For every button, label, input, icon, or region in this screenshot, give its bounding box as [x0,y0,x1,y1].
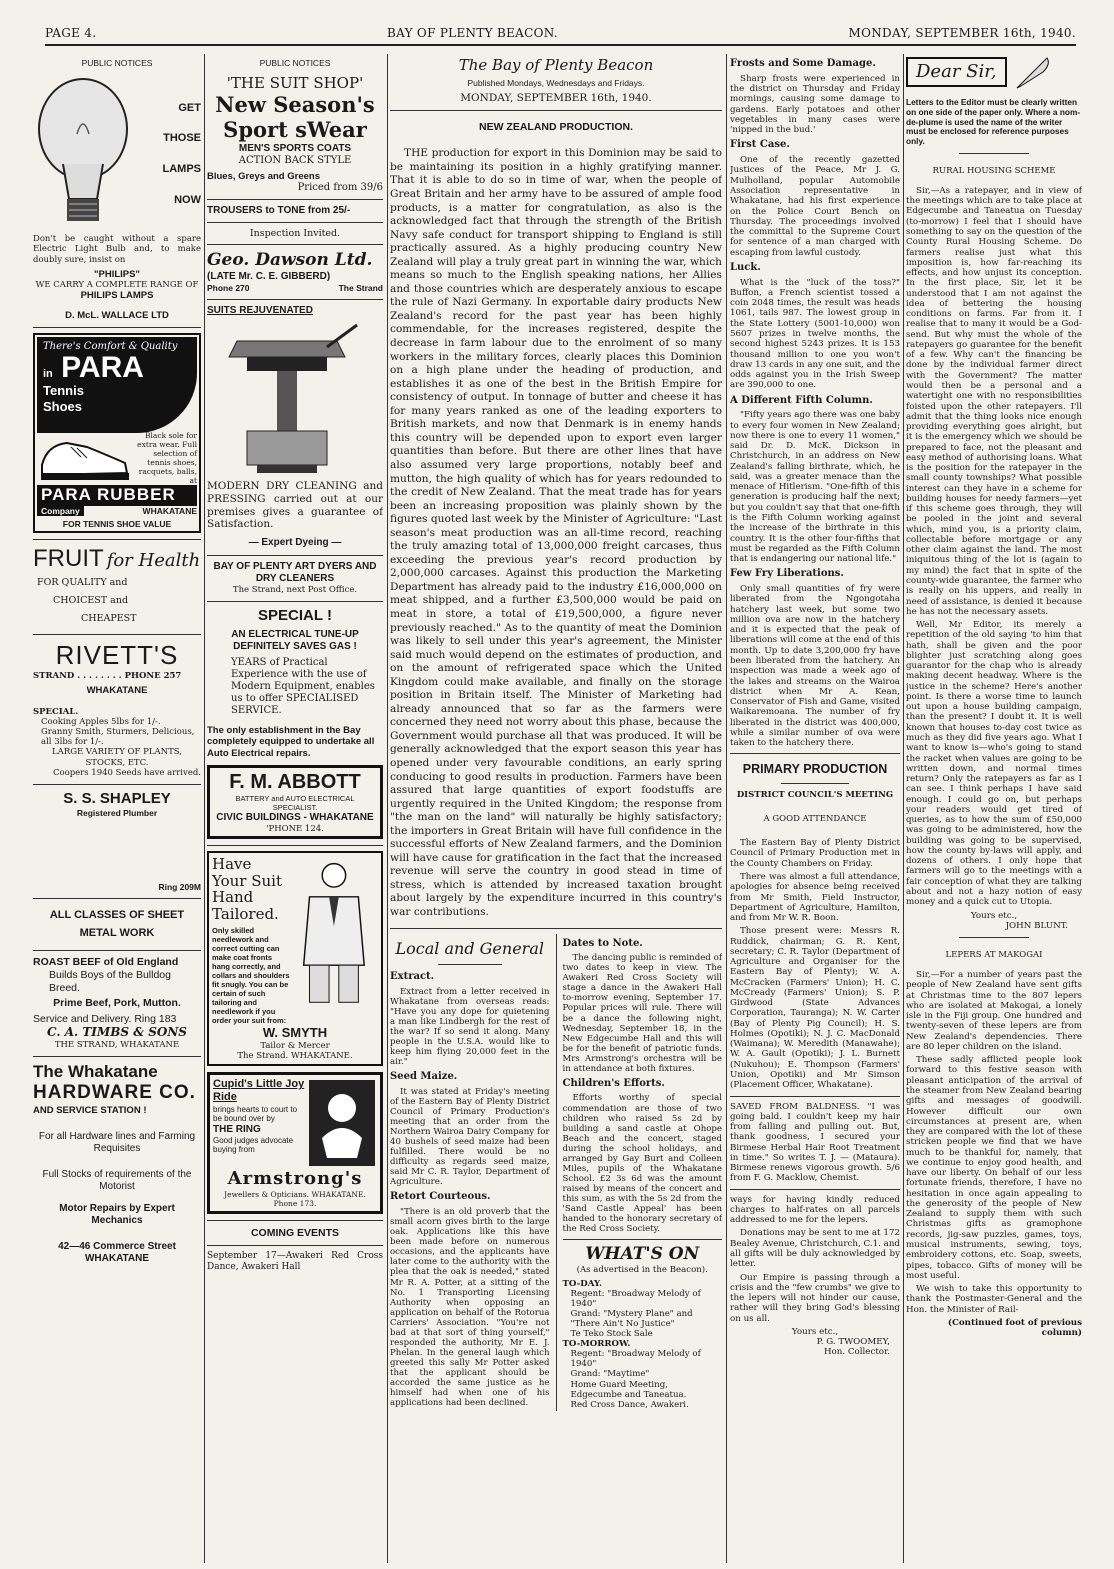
armstrong-sub: Jewellers & Opticians. WHAKATANE. Phone 173. [224,1189,366,1208]
special-line: LARGE VARIETY OF PLANTS, STOCKS, ETC. [52,747,182,768]
baldness-ad: SAVED FROM BALDNESS. "I was going bald. I couldn't keep my hair from falling and pulling out. But, thank goodness, I secured your Birmese Herbal Hair Root Treatment in time." So writes T. J. — (Mataura). Birmese renews vigorous growth. 5/6 from F. G. Macklow, Chemist. [730,1101,900,1184]
rivetts-strand: STRAND . . . . . . . . PHONE 257 [33,671,182,681]
shapley-name: S. S. SHAPLEY [63,789,171,807]
rivetts-ad [33,640,201,778]
tomorrow-heading: TO-MORROW. [562,1339,631,1350]
mens-coats: MEN'S SPORTS COATS [238,142,352,154]
column-rule [204,54,205,1563]
special-line: Granny Smith, Sturmers, Delicious, all 3lbs for 1/-. [41,726,195,748]
para-shoes-ad [33,333,201,533]
published-days: Published Mondays, Wednesdays and Fridays. [467,78,645,88]
divider [207,845,383,846]
rural-housing-heading: RURAL HOUSING SCHEME [932,165,1056,176]
item-text: One of the recently gazetted Justices of the Peace, Mr J. G. Mulholland, popular Automobile Association representative in Whakatane, had his first experience on the Police Court Bench on Thursday. The proceedings involved the committal to the Supreme Court for sentence of a man charged with escaping from lawful custody. [730,155,900,258]
hardware-title: The Whakatane [33,1062,158,1081]
divider [207,1245,383,1246]
yours-etc: Yours etc., [970,910,1018,921]
column-rule [726,54,727,1563]
hardware-company: HARDWARE CO. [33,1082,196,1104]
public-notices-heading: PUBLIC NOTICES [259,58,331,68]
page-date: MONDAY, SEPTEMBER 16th, 1940. [848,26,1076,40]
shapley-ad [33,790,201,892]
special-heading: SPECIAL. [33,706,79,717]
good-attendance: A GOOD ATTENDANCE [763,814,867,825]
divider [33,898,201,899]
divider [207,601,383,602]
lamp-word: THOSE [163,132,201,145]
only-establishment: The only establishment in the Bay completely equipped to undertake all Auto Electrical repairs. [207,724,375,759]
divider [33,784,201,785]
press-machine-icon [207,317,379,477]
divider [207,299,383,300]
editorial-body: THE production for export in this Dominion may be said to be maintaining its position in a highly gratifying manner. That it is able to do so in time of war, when the people of Great Britain and her army have to be assured of ample food products, is a matter for congratulation, as also is the acknowledged fact that through the strength of the British Navy safe conduct for transport shipping to England is still practically assured. As a highly producing country New Zealand will play a truly great part in winning the war, which means so much to the English speaking nations, her Allies and those countries which are desperately anxious to escape the rule of Nazi Germany. In exportable dairy products New Zealand's record for the past year has been highly commendable, for the increases registered, despite the decrease in farm labour due to the enrolment of so many workers in the military forces, clearly places this Dominion on a high plane under the heading of production, and establishes it as one of the best in the British Empire for consistency of output. In tonnage of butter and cheese it has for many years ranked as one of the leading exporters to British markets, and now that Denmark is in enemy hands this country will be depended upon to export even larger quantities than before. But there are other lines that have also assumed very large proportions, notably beef and mutton, the high quality of which has for years redounded to the credit of New Zealand. That the meat trade has for years been an increasing proposition was plainly shown by the figures quoted last week by the Minister of Agriculture: "Last season's meat production was an all-time record, reaching the truly amazing total of 13,000,000 freight carcases, thus exceeding the previous year's record production by 2,000,000 carcases. Against this production the Marketing Department has already paid to the industry £16,000,000 on meat shipped, and a further £3,500,000 would be paid on meat in store, a total of £19,500,000, a figure never previously reached." As to the quantity of meat the Dominion was likely to sell under this year's agreement, the Minister said much would depend on the estimates of production, and on the amount of refrigerated space which the United Kingdom could make available, and finally on the storage position in Britain itself. The Minister of Marketing had already announced that so far as the farmers were concerned they need not worry about this phase, because the Government would purchase all that was produced. It will be generally acknowledged that the export season this year has opened under very favourable conditions, an early spring conducing to good results in production. Farmers have been assured that large quantities of export foodstuffs are urgently required in the United Kingdom; the response from "the man on the land" will naturally be highly satisfactory; the importers in Great Britain will have full confidence in the successful efforts of New Zealand farmers, and the Dominion will have cause for gratification in the fact that the increased revenue will serve the country in good stead in time of stress, which is attended by increased taxation brought about largely by the expenditure incurred in this country's war contributions. [390,147,722,918]
new-season: New Season's [215,92,375,118]
hardware-station: AND SERVICE STATION ! [33,1105,147,1117]
item-text: The dancing public is reminded of two dates to keep in view. The Awakeri Red Cross Society will stage a dance in the Awakeri Hall to-morrow evening, September 17. Popular prices will rule. There will be a dance the following night, Wednesday, September 18, in the New Edgecumbe Hall and this will be for the benefit of patriotic funds. Mrs Armstrong's orchestra will be in attendance at both fixtures. [562,953,722,1074]
item-heading: A Different Fifth Column. [730,394,873,406]
today-item: Regent: "Broadway Melody of 1940" [570,1289,701,1310]
the-ring: THE RING [213,1123,261,1135]
colours: Blues, Greys and Greens [207,170,320,182]
tomorrow-item: Regent: "Broadway Melody of 1940" [570,1349,701,1370]
item-text: Extract from a letter received in Whakatane from overseas reads: "Have you any dope for quietening a man like Lindbergh for the rest of the war? If so send it along. Many people in the U.S.A. would like to keep him flying 20,000 feet in the air." [390,986,550,1068]
twoomey-name: P. G. TWOOMEY, [816,1337,890,1348]
tune-up: AN ELECTRICAL TUNE-UP DEFINITELY SAVES GAS ! [231,628,359,652]
divider [207,555,383,556]
cupid-text: brings hearts to court to be bound over by [213,1104,298,1124]
abbott-name: F. M. ABBOTT [229,771,361,794]
para-sole-text: Black sole for extra wear. Full selection of tennis shoes, racquets, balls, at [137,431,197,486]
fruit-ad [33,545,201,628]
item-heading: Seed Maize. [390,1071,458,1083]
editorial-headline: NEW ZEALAND PRODUCTION. [479,120,633,133]
suit-shop-name: 'THE SUIT SHOP' [226,74,364,93]
rivetts-name: RIVETT'S [55,639,179,670]
letter-text: These sadly afflicted people look forward to this festive season with pleasant anticipation of the arrival of the steamer from New Zealand bearing gifts and messages of goodwill. However difficult our own circumstances at present are, when they are compared with the lot of these stricken people we find that we have much to be thankful for, namely, that we continue to enjoy good health, and have our liberty. On behalf of our less fortunate friends, therefore, I have no hesitation in once again appealing to the generosity of the people of New Zealand to supply them with such Christmas gifts as gramophone records, jig-saw puzzles, games, toys, musical instruments, sewing, toys, embroidery cottons, etc. Soap, sweets, pipes, tobacco. Gifts of money will be most useful. [906,1055,1082,1281]
district-meeting: DISTRICT COUNCIL'S MEETING [736,790,894,801]
dear-sir-box: Dear Sir, [906,57,1007,86]
commerce-address: 42—46 Commerce Street [58,1240,176,1252]
whats-on-sub: (As advertised in the Beacon). [576,1265,708,1276]
coming-events-text: September 17—Awakeri Red Cross Dance, Awakeri Hall [207,1251,383,1273]
dry-cleaning-text: MODERN DRY CLEANING and PRESSING carried out at our premises gives a guarantee of Satisfaction. [207,480,383,531]
inspection: Inspection Invited. [249,227,341,239]
suit-shop-ad [207,74,383,293]
special-heading: SPECIAL ! [258,606,332,624]
fruit-line: CHOICEST and [53,594,129,606]
item-heading: Dates to Note. [562,937,643,949]
priced-from: Priced from 39/6 [297,181,383,193]
divider [438,964,502,965]
dry-cleaners-ad [207,305,383,595]
divider [390,110,722,111]
tomorrow-item: Grand: "Maytime" [570,1369,650,1380]
para-company: Company [37,506,84,516]
tennis-shoe-icon [37,425,132,485]
abbott-phone: 'PHONE 124. [266,824,324,835]
dawson-name: Geo. Dawson Ltd. [207,250,373,271]
timbs-ad [33,956,201,1050]
twoomey-title: Hon. Collector. [823,1347,890,1358]
tomorrow-item: Home Guard Meeting, Edgecumbe and Taneatua. [570,1379,687,1400]
divider [781,783,849,784]
smyth-address: The Strand. WHAKATANE. [237,1051,353,1062]
today-heading: TO-DAY. [562,1279,602,1290]
divider [33,950,201,951]
timbs-address: THE STRAND, WHAKATANE [54,1039,180,1050]
paper-name: BAY OF PLENTY BEACON. [387,26,558,40]
item-text: Sharp frosts were experienced in the district on Thursday and Friday mornings, causing some damage to gardens. Early potatoes and other vegetables in many cases were 'nipped in the bud.' [730,73,900,136]
column-1 [33,54,201,1563]
divider [33,1056,201,1057]
item-heading: Few Fry Liberations. [730,568,844,580]
item-text: "Fifty years ago there was one baby to every four women in New Zealand; now there is one to every 11 women," said Dr. D. McK. Dickson in Christchurch, in an address on New Zealand's falling birthrate, which, he said, was a greater menace than the menace of Hitlerism. "One-fifth of this generation is producing half the next; but you couldn't say that that one-fifth is the Fifth Column working against the increase of the birthrate in this country. It is the other four-fifths that must be regarded as the Fifth Column that is endangering our national life." [730,410,900,565]
dawson-gibberd: (LATE Mr. C. E. GIBBERD) [207,270,331,282]
para-value: FOR TENNIS SHOE VALUE [62,518,172,529]
today-item: Te Teko Stock Sale [570,1329,653,1340]
today-item: Grand: "Mystery Plane" and "There Ain't No Justice" [570,1309,693,1330]
item-text: What is the "luck of the toss?" Buffon, a French scientist tossed a coin 2048 times, the result was heads 1061, tails 987. The lowest group in the State Lottery (5001-10,000) won 5607 prizes in twelve months, the second highest 5243 prizes. It is 153 thousand million to one you won't draw 13 cards in any one suit, and the odds against you in the Irish Sweep are 390,000 to one. [730,277,900,391]
divider [207,1220,383,1221]
item-heading: Extract. [390,971,435,983]
letter-text: Sir,—For a number of years past the people of New Zealand have sent gifts at Christmas time to the 807 lepers who are isolated at Makogai, a lonely isle in the Fiji group. One hundred and twenty-seven of these lepers are from New Zealand's dependencies. There are 80 leper children on the island. [906,970,1082,1052]
masthead: The Bay of Plenty Beacon [458,56,654,74]
item-heading: Luck. [730,261,761,273]
prime-meats: Prime Beef, Pork, Mutton. [53,997,181,1010]
cupid-icon [307,1078,377,1168]
para-in: in [43,368,53,381]
trousers: TROUSERS to TONE from 25/- [207,204,351,216]
fruit-line: CHEAPEST [81,612,137,624]
column-2 [207,54,383,1563]
divider [730,1189,900,1190]
fruit-health: for Health [106,549,201,571]
tailored-heading: Have Your Suit Hand Tailored. [212,855,282,923]
suits-rejuvenated: SUITS REJUVENATED [207,304,313,316]
dawson-strand: The Strand [338,282,383,293]
letters-note: Letters to the Editor must be clearly written on one side of the paper only. Where a nom-de-plume is used the name of the writer must be enclosed for reference purposes only. [906,97,1081,147]
lepers-empire: Our Empire is passing through a crisis and the "few crumbs" we give to the lepers will not hinder our cause, rather will they bring God's blessing on us all. [730,1272,900,1324]
lepers-continued: ways for having kindly reduced charges to half-rates on all parcels addressed to me for the lepers. [730,1194,900,1226]
tailored-man-icon [290,856,378,1006]
divider [563,1239,723,1240]
timbs-name: C. A. TIMBS & SONS [47,1025,187,1040]
smyth-ad [207,851,383,1066]
blunt-name: JOHN BLUNT. [1005,920,1068,931]
cupid-heading: Cupid's Little Joy Ride [213,1078,305,1104]
philips-lamps: PHILIPS LAMPS [80,290,154,302]
wallace-name: D. McL. WALLACE LTD [65,309,169,321]
divider [390,928,722,929]
coming-events-heading: COMING EVENTS [250,1226,340,1239]
dyers-name: BAY OF PLENTY ART DYERS AND DRY CLEANERS [213,560,377,584]
lamp-body: Don't be caught without a spare Electric Light Bulb and, to make doubly sure, insist on [33,234,201,265]
yours-etc: Yours etc., [791,1326,839,1337]
edition-date: MONDAY, SEPTEMBER 16th, 1940. [460,92,652,105]
divider [33,634,201,635]
letter-text: We wish to take this opportunity to thank the Postmaster-General and the Hon. the Minister of Rail- [906,1284,1082,1315]
divider [959,153,1029,154]
fruit-line: FOR QUALITY and [37,576,128,588]
page-number: PAGE 4. [45,26,97,40]
whats-on-heading: WHAT'S ON [585,1244,700,1265]
para-tagline: There's Comfort & Quality [43,341,178,353]
item-heading: Retort Courteous. [390,1191,491,1203]
item-text: Efforts worthy of special commendation are those of two children who raised 5s 2d by building a sand castle at Ohope Beach and the concert, staged during the school holidays, and arranged by Gay Burt and Colleen Miles, pupils of the Whakatane School. £2 3s 6d was the amount raised by means of the concert and this sum, as with the 5s 2d from the 'Sand Castle Appeal' has been handed to the honorary secretary of the Red Cross Society. [562,1093,722,1235]
continued-note: (Continued foot of previous column) [947,1317,1082,1339]
roast-heading: ROAST BEEF of Old England [33,956,179,969]
service-delivery: Service and Delivery. Ring 183 [33,1012,177,1025]
item-text: "There is an old proverb that the small acorn gives birth to the large oak. Applications like this have been made before on numerous occasions, and the applicants have later come to the authority with the plea that the oak is needed," stated Mr R. A. Potter, at a sitting of the No. 1 Transporting Licensing Authority when opposing an application on behalf of the Rotorua Carriers' Association. "You're not bad at that sort of thing yourself," responded the authority, Mr E. J. Phelan. In the general laugh which greeted this sally Mr Potter asked that the applicant should be accorded the same justice as he himself had when one of his applications had been declined. [390,1207,550,1409]
hardware-lines: For all Hardware lines and Farming Requisites [38,1130,196,1154]
philips-brand: "PHILIPS" [94,268,140,280]
action-back: ACTION BACK STYLE [238,154,352,166]
primary-production-heading: PRIMARY PRODUCTION [742,762,888,777]
local-general-heading: Local and General [395,938,544,958]
years-text: YEARS of Practical Experience with the use of Modern Equipment, enables us to offer SPECIALISED SERVICE. [231,656,375,716]
lamp-word: NOW [174,193,201,206]
item-text: Only small quantities of fry were liberated from the Ngongotaha hatchery last week, but some two million ova are now in the hatchery and it is expected that the peak of liberations will come at the end of this month. Up to date 3,200,000 fry have been liberated from the hatchery. An inspection was made a week ago of the lakes and streams on the Wairoa district when Mr A. Kean, Conservator of Fish and Game, visited Waikaremoana. The number of fry liberated in the district was 400,000, while a similar number of ova were taken to the hatchery there. [730,584,900,749]
armstrong-name: Armstrong's [227,1168,363,1190]
carry-text: WE CARRY A COMPLETE RANGE OF [35,280,199,291]
item-heading: Children's Efforts. [562,1077,665,1089]
column-4 [730,54,900,1563]
divider [207,222,383,223]
meeting-text: Those present were: Messrs R. Ruddick, chairman; G. R. Kent, secretary; C. R. Taylor (Department of Agriculture and Organiser for the Eastern Bay of Plenty); W. A. McCracken (Farmers' Union); H. C. McCready (Farmers' Union); S. P. Girdwood (State Advances Corporation, Tauranga); N. W. Carter (Bay of Plenty Pig Council); H. S. Holmes (Opotiki); N. J. C. MacDonald (Waimana); W. Meredith (Manawahe); W. A. Gault (Opotiki); J. L. Burnett (Nukuhou); E. Thompson (Farmers' Union, Opotiki) and Mr Simson (Placement Officer, Whakatane). [730,926,900,1091]
item-heading: First Case. [730,139,790,151]
item-text: It was stated at Friday's meeting of the Eastern Bay of Plenty District Council of Primary Production's meeting that an order from the Northern Wairoa Dairy Company for 40 bushels of seed maize had been fulfilled. There would be no difficulty as regards seed maize, said Mr C. R. Taylor, Department of Agriculture. [390,1087,550,1188]
special-line: Coopers 1940 Seeds have arrived. [52,767,201,778]
abbott-specialist: BATTERY and AUTO ELECTRICAL SPECIALIST. [235,794,355,813]
lamp-word: LAMPS [162,163,201,176]
para-town: WHAKATANE [142,505,197,516]
civic-buildings: CIVIC BUILDINGS - WHAKATANE [216,812,374,824]
column-5 [906,54,1082,1563]
judges-text: Good judges advocate buying from [213,1135,294,1155]
tailoring-text: Only skilled needlework and correct cutting can make coat fronts hang correctly, and collars and shoulders fit snugly. You can be certain of such tailoring and needlework if you order your suit from: [212,926,290,1026]
philips-lamps-ad [33,74,201,321]
armstrong-ad [207,1072,383,1214]
rivetts-town: WHAKATANE [86,685,148,697]
divider [730,753,900,754]
divider [33,327,201,328]
divider [730,1096,900,1097]
shapley-sub: Registered Plumber [76,807,158,818]
meeting-text: There was almost a full attendance, apologies for absence being received from Mr Smith, Field Instructor, Department of Agriculture, Hamilton, and from Mr W. R. Boon. [730,871,900,924]
motor-repairs: Motor Repairs by Expert Mechanics [59,1202,175,1226]
divider [207,244,383,245]
abbott-ad [207,607,383,839]
column-3 [390,54,722,1563]
dawson-phone: Phone 270 [207,282,250,293]
para-rubber: PARA RUBBER [37,485,197,505]
hardware-ad [33,1062,201,1265]
divider [207,199,383,200]
light-bulb-icon [33,74,133,234]
para-shoes: Tennis Shoes [43,383,84,414]
dyers-address: The Strand, next Post Office. [232,584,358,595]
quill-pen-icon [1013,54,1053,90]
lepers-heading: LEPERS AT MAKOGAI [945,950,1043,961]
lamp-word: GET [178,101,201,114]
letter-text: Sir,—As a ratepayer, and in view of the meetings which are to take place at Edgecumbe and Taneatua on Tuesday (to-morrow) I feel that I should have something to say on the question of the County Rural Housing Scheme. Do farmers realise just what this imposition is, how far-reaching its effects, and how unjust its conception. In the first place, Sir, let it be understood that I am not against the idea of bettering the housing conditions on farms. Far from it. I realise that to many it would be a God-send. But why must the whole of the ratepayers go guarantee for the benefit of a few. Why can't the financing be done by the individual farmer direct with the Government? The matter would then be a personal and a watertight one with no responsibilities foisted upon the other ratepayers. I'll admit that the thing looks nice enough providing everything goes alright, but it is the emergency which we should be prepared to face, not the pleasant and easy method of authorising loans. What is the position for the ratepayer in the small county townships? What possible interest can they have in a scheme for building houses for needy farmers—yet if this scheme goes through, they will be pooled in the joint and several which, mind you, is a priority claim, collectable before mortgage or any other claim against the land. The most iniquitous thing of the lot is (again to my mind) the fact that in spite of the county-wide guarantee, the farmer who is really on his uppers, and really in need of assistance, is denied it because he has not the necessary assets. [906,185,1082,617]
expert-dyeing: — Expert Dyeing — [248,536,342,548]
page-header [45,26,1076,46]
item-heading: Frosts and Some Damage. [730,58,876,69]
divider [33,539,201,540]
shapley-ring: Ring 209M [158,882,201,893]
public-notices-heading: PUBLIC NOTICES [81,58,153,68]
smyth-name: W. SMYTH [262,1025,328,1041]
special-line: Cooking Apples 5lbs for 1/-. [41,716,161,727]
column-rule [387,54,388,1563]
smyth-sub: Tailor & Mercer [260,1040,330,1051]
fruit-heading: FRUIT [33,544,104,572]
sheet-metal-ad: ALL CLASSES OF SHEET METAL WORK [49,909,185,939]
commerce-town: WHAKATANE [84,1252,150,1264]
motorist-stocks: Full Stocks of requirements of the Motorist [42,1168,192,1192]
lepers-donations: Donations may be sent to me at 172 Bealey Avenue, Christchurch, C.1. and all gifts will be duly acknowledged by letter. [730,1228,900,1270]
tomorrow-item: Red Cross Dance, Awakeri. [570,1399,689,1410]
divider [959,937,1029,938]
column-rule [903,54,904,1563]
letter-text: Well, Mr Editor, its merely a repetition of the old saying 'to him that hath, shall be given and the poor blighter just scratching along goes guarantor for the chap who is already making decent headway. Where is the justice in the scheme? Here's another point. Is there a worse time to launch out upon a house building campaign, than the present? I doubt it. It is well known that houses to-day cost twice as much as they did five years ago. What I want to know is—who's going to stand the racket when values are going to be written down, and normal times return? Only the ratepayers as far as I can see. I think perhaps I have said enough. I could go on, but perhaps your readers would get tired of queries, as to how the sum of £50,000 was going to be administered, how the building was going to be supervised, how the county by-laws will apply, and dozens of others. I only hope that farmers will go to the meetings with a fair conception of what they are talking about and not a hazy notion of easy money and a quick cut to Utopia. [906,620,1082,908]
sportswear: Sport sWear [223,117,367,143]
roast-builds: Builds Boys of the Bulldog Breed. [49,969,171,994]
meeting-text: The Eastern Bay of Plenty District Council of Primary Production met in the County Chambers on Friday. [730,838,900,869]
para-name: PARA [61,351,144,385]
